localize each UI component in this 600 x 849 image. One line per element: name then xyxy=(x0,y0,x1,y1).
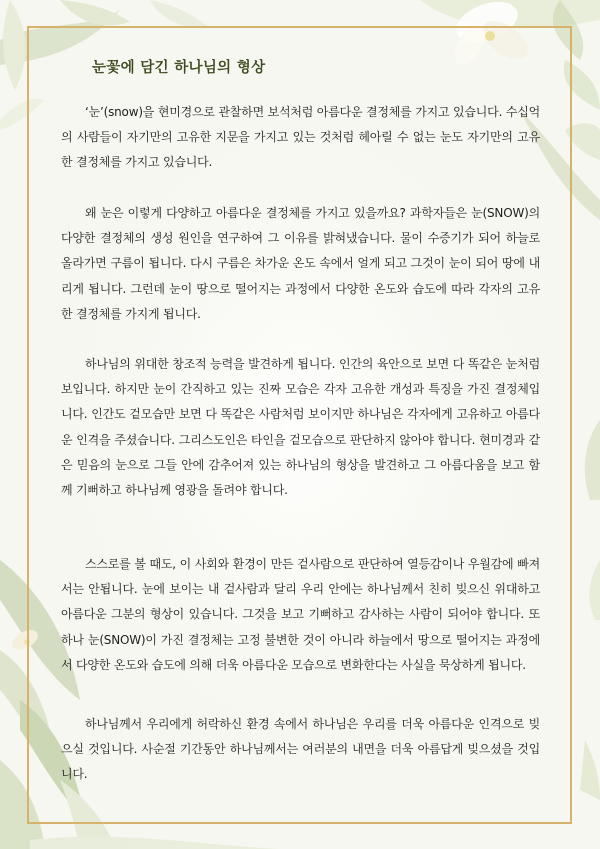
paragraph-1: ‘눈’(snow)을 현미경으로 관찰하면 보석처럼 아름다운 결정체를 가지고 있습니다. 수십억의 사람들이 자기만의 고유한 지문을 가지고 있는 것처럼 헤아릴 수 없는 눈도 자기만의 고유한 결정체를 가지고 있습니다. xyxy=(61,105,540,170)
paragraph-3: 하나님의 위대한 창조적 능력을 발견하게 됩니다. 인간의 육안으로 보면 다 똑같은 눈처럼 보입니다. 하지만 눈이 간직하고 있는 진짜 모습은 각자 고유한 개성과 특징을 가진 결정체입니다. 인간도 겉모습만 보면 다 똑같은 사람처럼 보이지만 하나님은 각자에게 고유하고 아름다운 인격을 주셨습니다. 그리스도인은 타인을 겉모습으로 판단하지 않아야 합니다. 현미경과 같은 믿음의 눈으로 그들 안에 감추어져 있는 하나님의 형상을 발견하고 그 아름다움을 보고 함께 기뻐하고 하나님께 영광을 돌려야 합니다. xyxy=(61,357,540,498)
paragraph-5: 하나님께서 우리에게 허락하신 환경 속에서 하나님은 우리를 더욱 아름다운 인격으로 빚으실 것입니다. 사순절 기간동안 하나님께서는 여러분의 내면을 더욱 아름답게 빚으셨을 것입니다. xyxy=(61,717,540,782)
paragraph-2: 왜 눈은 이렇게 다양하고 아름다운 결정체를 가지고 있을까요? 과학자들은 눈(SNOW)의 다양한 결정체의 생성 원인을 연구하여 그 이유를 밝혀냈습니다. 물이 수증기가 되어 하늘로 올라가면 구름이 됩니다. 다시 구름은 차가운 온도 속에서 얼게 되고 그것이 눈이 되어 땅에 내리게 됩니다. 그런데 눈이 땅으로 떨어지는 과정에서 다양한 온도와 습도에 따라 각자의 고유한 결정체를 가지게 됩니다. xyxy=(61,206,540,321)
page-title: 눈꽃에 담긴 하나님의 형상 xyxy=(92,60,266,76)
paragraph-4: 스스로를 볼 때도, 이 사회와 환경이 만든 겉사람으로 판단하여 열등감이나 우월감에 빠져서는 안됩니다. 눈에 보이는 내 겉사람과 달리 우리 안에는 하나님께서 친히 빚으신 위대하고 아름다운 그분의 형상이 있습니다. 그것을 보고 기뻐하고 감사하는 사람이 되어야 합니다. 또 하나 눈(SNOW)이 가진 결정체는 고정 불변한 것이 아니라 하늘에서 땅으로 떨어지는 과정에서 다양한 온도와 습도에 의해 더욱 아름다운 모습으로 변화한다는 사실을 묵상하게 됩니다. xyxy=(61,557,540,672)
